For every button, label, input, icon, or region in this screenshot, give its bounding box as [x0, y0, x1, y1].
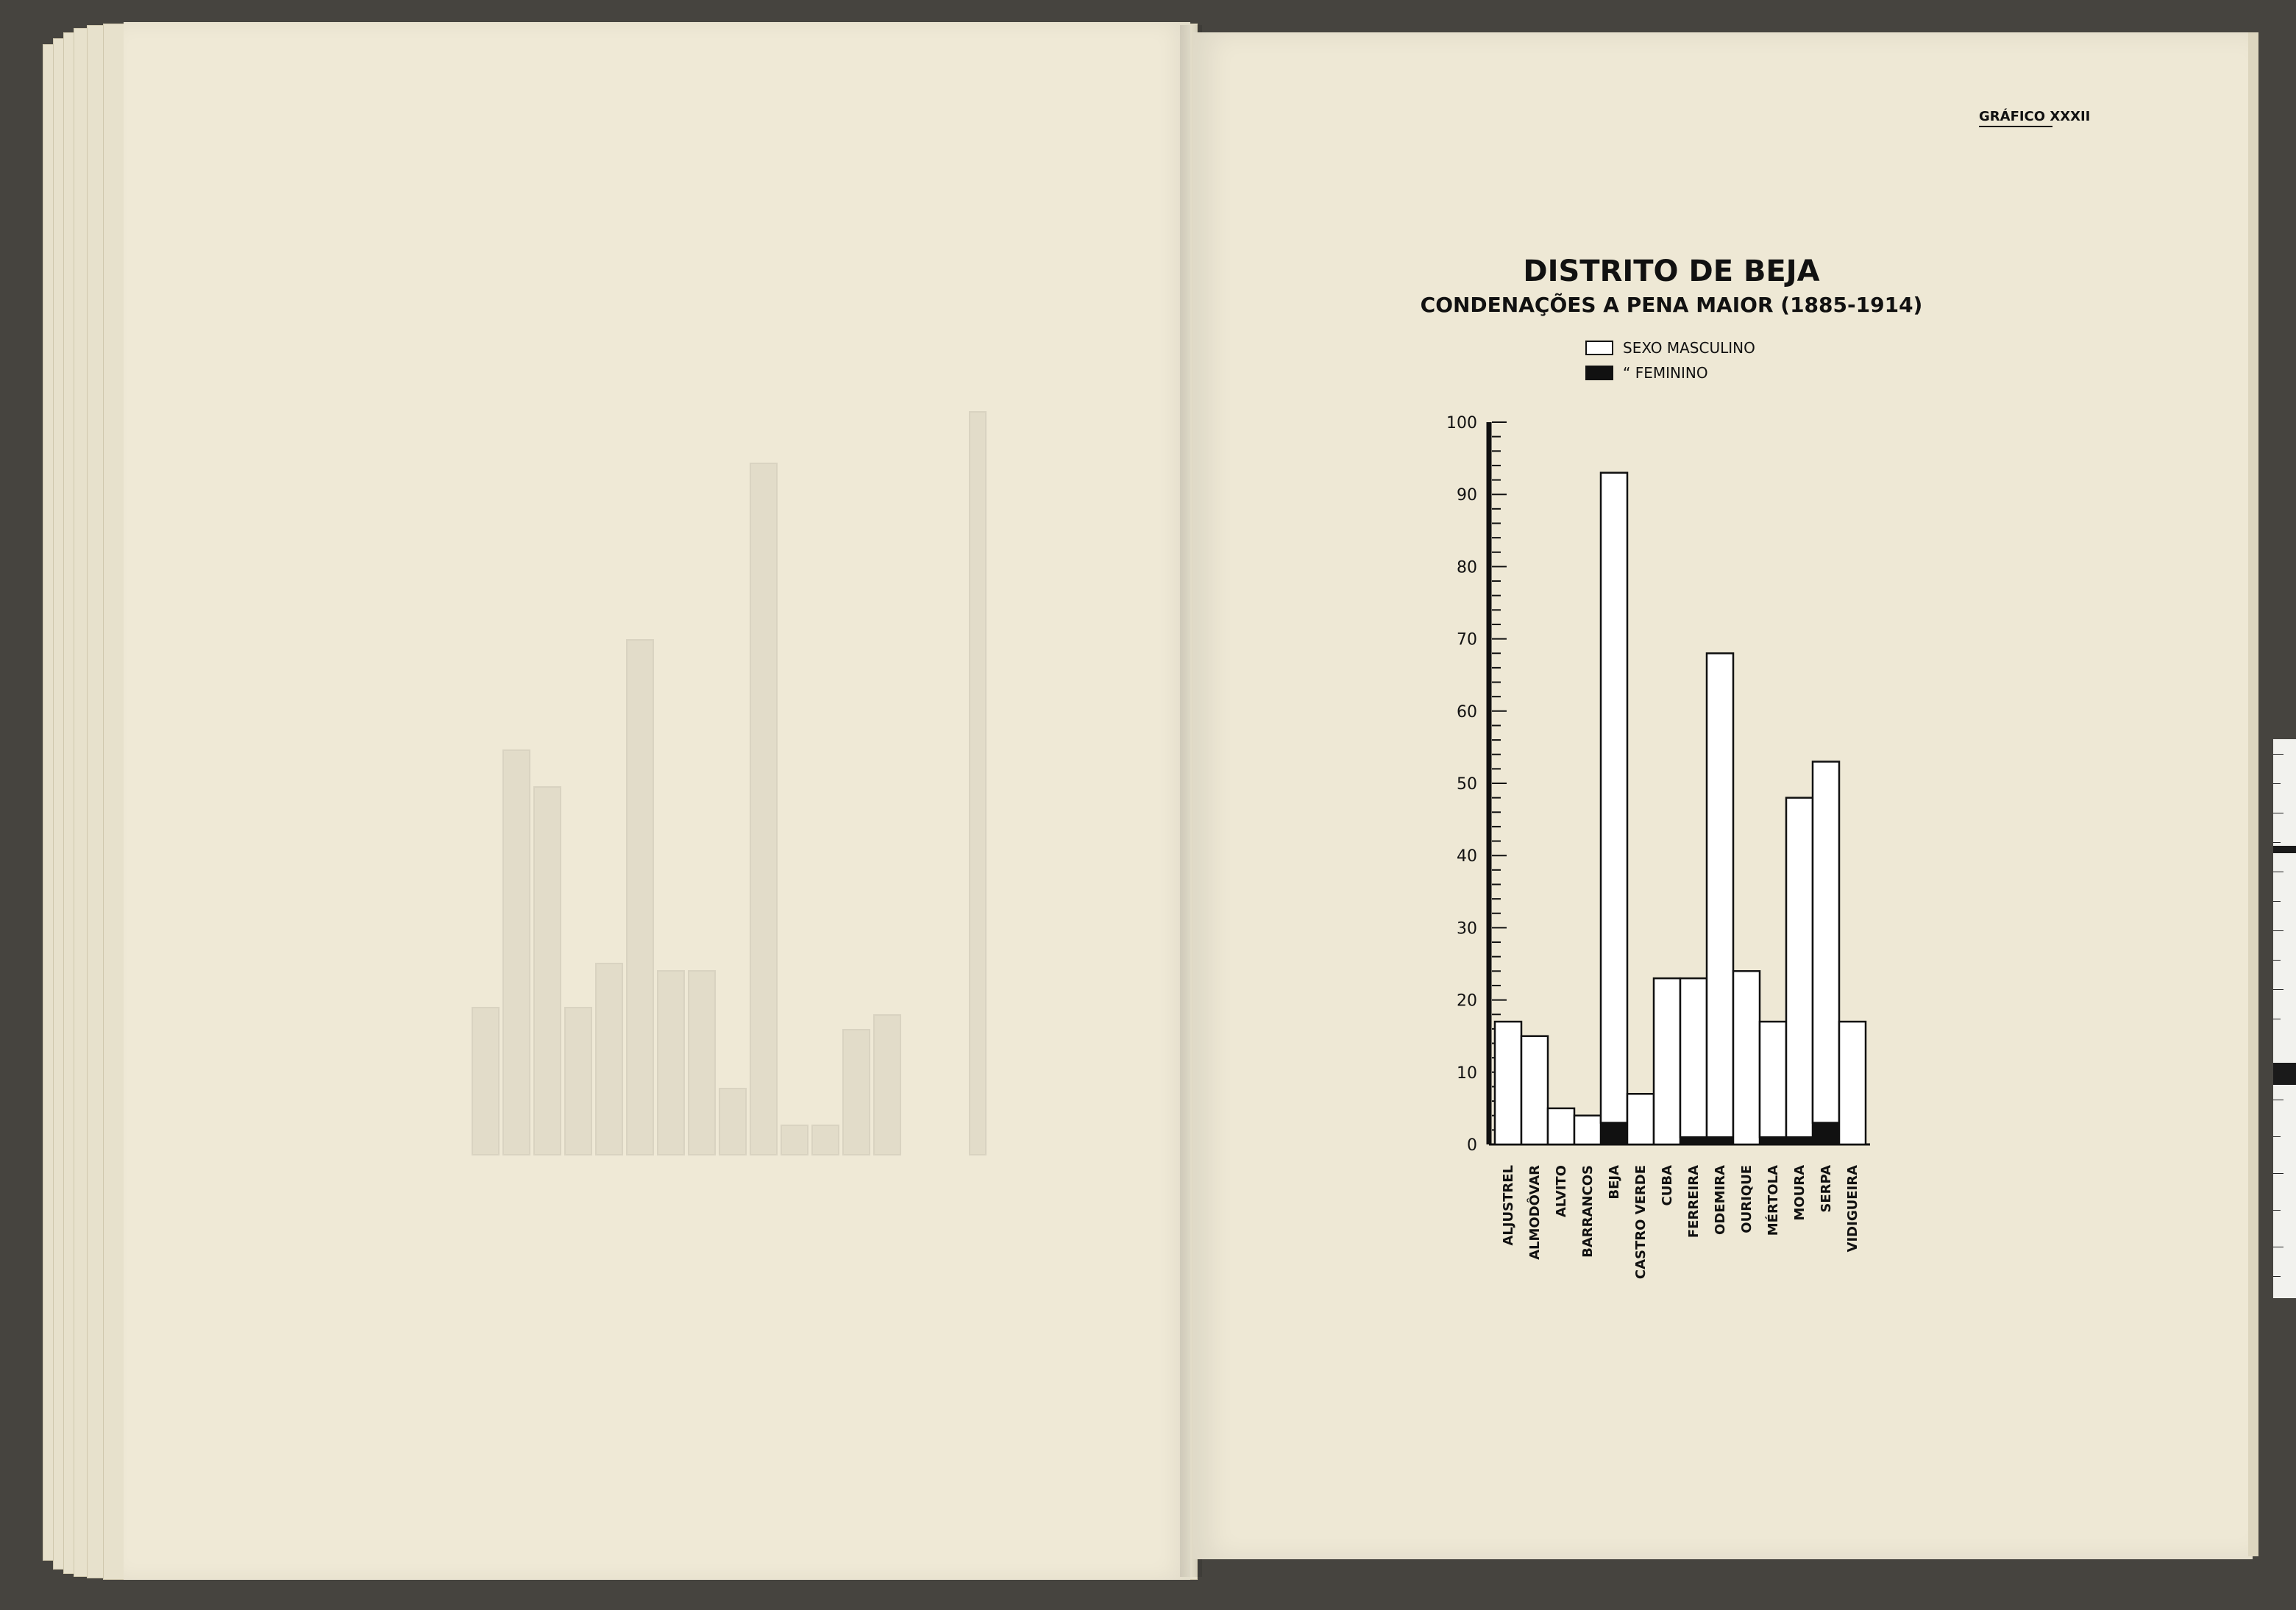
bar-masculino [1627, 1094, 1654, 1144]
bar-masculino [1760, 1022, 1786, 1137]
bar-chart [1193, 32, 2253, 1559]
x-tick-label: BARRANCOS [1580, 1165, 1596, 1258]
bar-masculino [1707, 653, 1733, 1137]
bar-masculino [1574, 1116, 1601, 1144]
bar-feminino [1813, 1123, 1839, 1144]
scale-ruler [2273, 1085, 2296, 1298]
y-tick-label: 90 [1457, 486, 1477, 505]
x-tick-label: CASTRO VERDE [1633, 1165, 1649, 1280]
chart-subtitle: CONDENAÇÕES A PENA MAIOR (1885-1914) [1420, 293, 1923, 317]
legend-swatch [1586, 341, 1613, 355]
scale-ruler [2273, 739, 2296, 1063]
bar-feminino [1680, 1137, 1707, 1144]
bar-feminino [1760, 1137, 1786, 1144]
x-tick-label: BEJA [1607, 1165, 1622, 1200]
x-tick-label: MOURA [1792, 1165, 1808, 1221]
y-tick-label: 10 [1457, 1064, 1477, 1083]
bar-masculino [1786, 798, 1813, 1138]
bar-masculino [1495, 1022, 1521, 1144]
bleed-through [124, 22, 1190, 1580]
y-tick-label: 0 [1467, 1136, 1477, 1155]
x-tick-label: CUBA [1660, 1165, 1675, 1206]
bars [1495, 473, 1866, 1144]
y-tick-label: 40 [1457, 847, 1477, 866]
bar-masculino [1601, 473, 1627, 1123]
x-tick-label: SERPA [1819, 1165, 1834, 1213]
bar-masculino [1839, 1022, 1866, 1144]
ruler-mark [2273, 1063, 2296, 1085]
x-tick-label: MÉRTOLA [1766, 1165, 1781, 1236]
x-tick-label: VIDIGUEIRA [1845, 1165, 1860, 1253]
x-tick-label: ODEMIRA [1713, 1165, 1728, 1235]
bar-masculino [1654, 978, 1680, 1144]
y-tick-label: 100 [1446, 414, 1477, 432]
left-page [124, 22, 1190, 1580]
bar-masculino [1548, 1108, 1574, 1144]
x-axis [1501, 1165, 1860, 1279]
y-tick-label: 80 [1457, 558, 1477, 577]
bar-feminino [1707, 1137, 1733, 1144]
y-tick-label: 70 [1457, 630, 1477, 649]
chart-legend [1586, 339, 1755, 382]
x-tick-label: OURIQUE [1739, 1165, 1755, 1233]
x-tick-label: ALMODÔVAR [1527, 1165, 1543, 1260]
bar-feminino [1786, 1137, 1813, 1144]
ruler-mark [2273, 846, 2296, 853]
chart-title: DISTRITO DE BEJA [1523, 254, 1820, 288]
y-tick-label: 60 [1457, 702, 1477, 722]
bar-feminino [1601, 1123, 1627, 1144]
legend-label: SEXO MASCULINO [1623, 339, 1755, 357]
x-tick-label: FERREIRA [1686, 1165, 1702, 1239]
legend-swatch [1586, 366, 1613, 380]
y-tick-label: 20 [1457, 991, 1477, 1011]
bar-masculino [1521, 1036, 1548, 1144]
x-tick-label: ALVITO [1554, 1165, 1569, 1218]
legend-label: “ FEMININO [1623, 364, 1708, 382]
bar-masculino [1680, 978, 1707, 1137]
y-tick-label: 30 [1457, 919, 1477, 938]
bar-masculino [1733, 971, 1760, 1144]
bar-masculino [1813, 762, 1839, 1123]
x-tick-label: ALJUSTREL [1501, 1165, 1516, 1246]
y-tick-label: 50 [1457, 775, 1477, 794]
chart-header: GRÁFICO XXXII [1979, 109, 2091, 124]
